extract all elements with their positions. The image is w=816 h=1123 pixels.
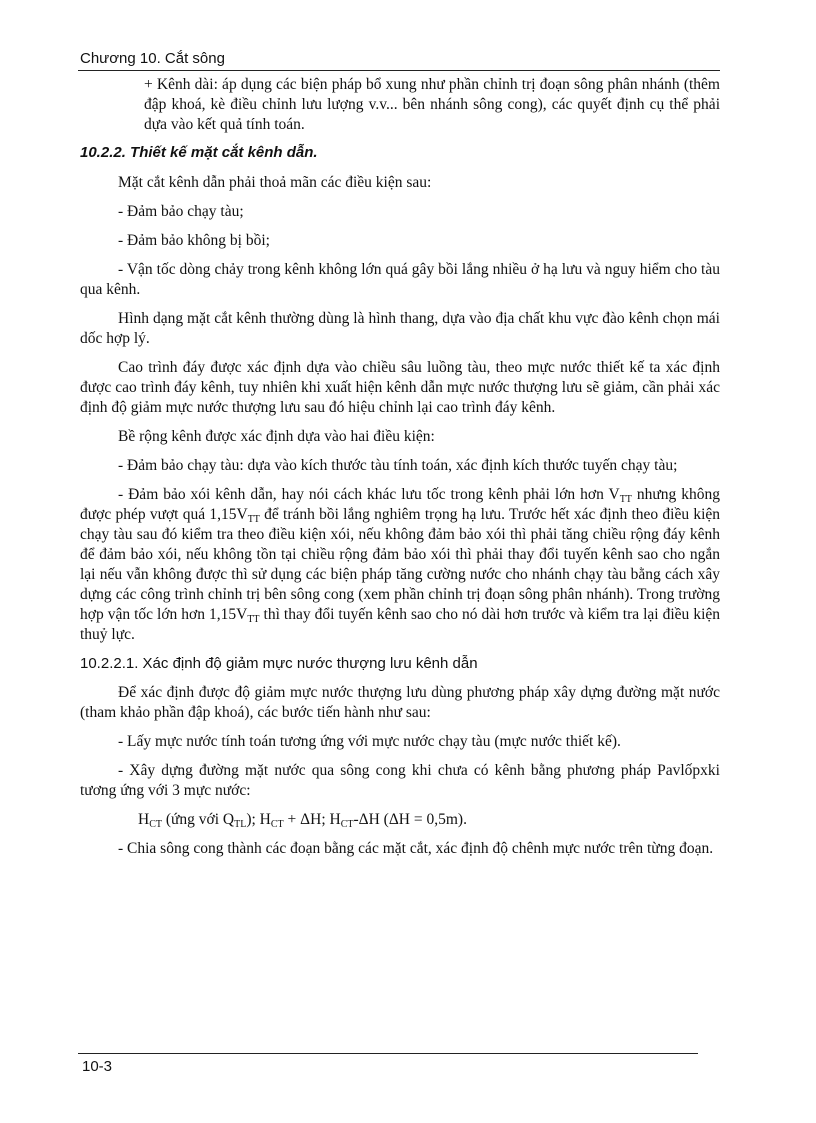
page-number: 10-3 <box>82 1058 113 1075</box>
paragraph: Hình dạng mặt cắt kênh thường dùng là hình thang, dựa vào địa chất khu vực đào kênh chọn mái dốc hợp lý. <box>80 310 720 347</box>
page-content <box>80 75 720 868</box>
paragraph: - Lấy mực nước tính toán tương ứng với mực nước chạy tàu (mực nước thiết kế). <box>118 733 621 750</box>
paragraph: - Đảm bảo không bị bồi; <box>118 232 270 249</box>
paragraph: Để xác định được độ giảm mực nước thượng lưu dùng phương pháp xây dựng đường mặt nước (tham khảo phần đập khoá), các bước tiến hành như sau: <box>80 684 720 721</box>
paragraph-scour-condition: - Đảm bảo xói kênh dẫn, hay nói cách khác lưu tốc trong kênh phải lớn hơn $V_{TT}$ nhưng không được phép vượt quá $1,15V_{TT}$ để tránh bồi lắng nghiêm trọng hạ lưu. Trước hết xác định theo điều kiện chạy tàu sau đó kiểm tra theo điều kiện xói, nếu không đảm bảo xói thì phải tăng chiều rộng đáy kênh để đảm bảo xói, nếu không tồn tại chiều rộng đảm bảo xói thì phải thay đổi tuyến kênh sao cho ngắn lại nếu vẫn không được thì sử dụng các biện pháp tăng cường nước cho nhánh chạy tàu bằng cách xây dựng các công trình chỉnh trị bên sông cong (xem phần chỉnh trị đoạn sông phân nhánh). Trong trường hợp vận tốc lớn hơn $1,15V_{TT}$ thì thay đổi tuyến kênh sao cho nó dài hơn trước và kiểm tra lại điều kiện thuỷ lực. <box>80 486 721 643</box>
paragraph: Mặt cắt kênh dẫn phải thoả mãn các điều kiện sau: <box>118 174 432 191</box>
paragraph: - Chia sông cong thành các đoạn bằng các mặt cắt, xác định độ chênh mực nước trên từng đoạn. <box>118 840 714 857</box>
footer-rule <box>78 1053 698 1054</box>
paragraph: - Xây dựng đường mặt nước qua sông cong khi chưa có kênh bằng phương pháp Pavlốpxki tương ứng với 3 mực nước: <box>80 762 720 799</box>
paragraph: - Vận tốc dòng chảy trong kênh không lớn quá gây bồi lắng nhiều ở hạ lưu và nguy hiểm cho tàu qua kênh. <box>80 261 720 298</box>
header-rule <box>78 70 720 71</box>
formula-line: $H_{CT}$ (ứng với $Q_{TL}$); $H_{CT} + \Delta H$; $H_{CT}-\Delta H$ (ΔH = 0,5m). <box>138 811 467 830</box>
paragraph: Bề rộng kênh được xác định dựa vào hai điều kiện: <box>118 428 435 445</box>
paragraph: Cao trình đáy được xác định dựa vào chiều sâu luồng tàu, theo mực nước thiết kế ta xác định được cao trình đáy kênh, tuy nhiên khi xuất hiện kênh dẫn mực nước thượng lưu sẽ giảm, cần phải xác định độ giảm mực nước thượng lưu sau đó hiệu chỉnh lại cao trình đáy kênh. <box>80 359 720 416</box>
paragraph: - Đảm bảo chạy tàu: dựa vào kích thước tàu tính toán, xác định kích thước tuyến chạy tàu; <box>118 457 678 474</box>
paragraph: - Đảm bảo chạy tàu; <box>118 203 244 220</box>
page-header-title: Chương 10. Cắt sông <box>80 50 225 67</box>
intro-bullet-paragraph: + Kênh dài: áp dụng các biện pháp bổ xung như phần chỉnh trị đoạn sông phân nhánh (thêm đập khoá, kè điều chỉnh lưu lượng v.v... bên nhánh sông cong), các quyết định cụ thể phải dựa vào kết quả tính toán. <box>144 76 720 133</box>
subsection-heading: 10.2.2.1. Xác định độ giảm mực nước thượng lưu kênh dẫn <box>80 655 478 672</box>
section-heading: 10.2.2. Thiết kế mặt cắt kênh dẫn. <box>80 144 318 161</box>
